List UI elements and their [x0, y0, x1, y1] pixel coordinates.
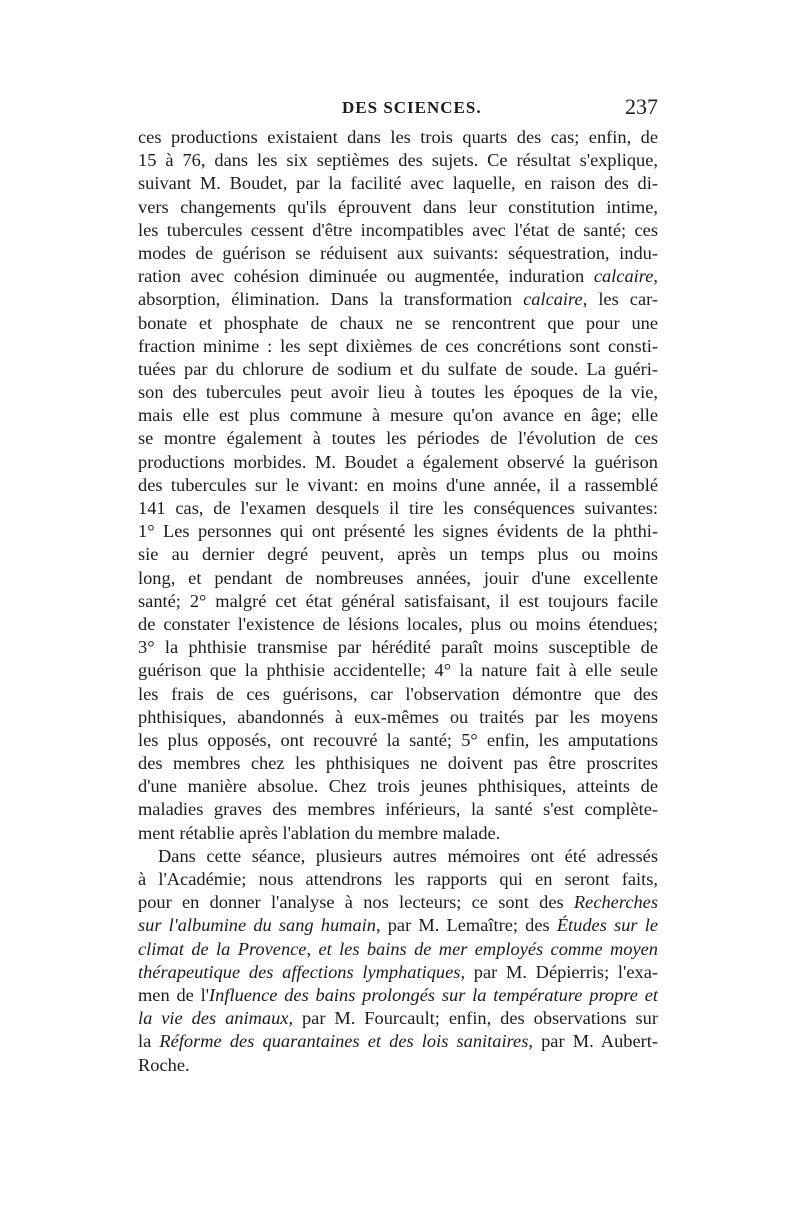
running-title: DES SCIENCES. — [342, 98, 482, 117]
text-line — [138, 706, 658, 729]
text-segment: , par M. Fourcault; enfin, des observations sur — [288, 1008, 659, 1029]
text-line — [138, 219, 658, 242]
text-segment: des tubercules sur le vivant: en moins d'une année, il a rassemblé — [138, 474, 658, 495]
text-segment: phthisiques, abandonnés à eux-mêmes ou traités par les moyens — [138, 706, 658, 727]
text-line — [138, 543, 658, 566]
text-line — [138, 381, 658, 404]
text-line — [138, 636, 658, 659]
text-segment: son des tubercules peut avoir lieu à toutes les époques de la vie, — [138, 382, 658, 403]
text-segment: ces productions existaient dans les trois quarts des cas; enfin, de — [138, 127, 658, 147]
text-line — [138, 404, 658, 427]
text-segment: , par M. Dépierris; l'exa- — [460, 961, 658, 982]
text-line — [138, 567, 658, 590]
italic-text: Recherches — [573, 892, 658, 913]
text-line — [138, 497, 658, 520]
text-segment: 1° Les personnes qui ont présenté les signes évidents de la phthi- — [138, 521, 658, 542]
italic-text: Réforme des quarantaines et des lois sanitaires — [159, 1031, 529, 1052]
text-segment: tuées par du chlorure de sodium et du sulfate de soude. La guéri- — [138, 358, 658, 379]
text-segment: maladies graves des membres inférieurs, la santé s'est complète- — [138, 799, 658, 820]
text-line — [138, 938, 658, 961]
italic-text: climat de la Provence — [138, 938, 307, 959]
text-line — [138, 659, 658, 682]
text-segment: des membres chez les phthisiques ne doivent pas être proscrites — [138, 753, 658, 774]
text-segment: sie au dernier degré peuvent, après un temps plus ou moins — [138, 544, 658, 565]
text-line — [138, 868, 658, 891]
text-line — [138, 172, 658, 195]
text-segment: suivant M. Boudet, par la facilité avec laquelle, en raison des di- — [138, 173, 658, 194]
text-segment: 141 cas, de l'examen desquels il tire les conséquences suivantes: — [138, 498, 658, 518]
italic-text: et les bains de mer employés comme moyen — [318, 938, 658, 959]
text-segment: santé; 2° malgré cet état général satisfaisant, il est toujours facile — [138, 590, 658, 611]
text-line — [138, 451, 658, 474]
text-segment: , les car- — [582, 289, 658, 310]
text-line — [138, 288, 658, 311]
text-line — [138, 312, 658, 335]
text-line — [138, 126, 658, 149]
text-segment: fraction minime : les sept dixièmes de ces concrétions sont consti- — [138, 335, 658, 356]
text-segment: les plus opposés, ont recouvré la santé; 5° enfin, les amputations — [138, 729, 658, 750]
text-segment: , — [306, 938, 319, 959]
italic-text: Études sur le — [556, 915, 658, 936]
text-segment: long, et pendant de nombreuses années, jouir d'une excellente — [138, 567, 658, 588]
text-line — [138, 427, 658, 450]
text-segment: à l'Académie; nous attendrons les rapports qui en seront faits, — [138, 869, 658, 889]
text-segment: ration avec cohésion diminuée ou augmentée, induration — [138, 266, 594, 287]
text-line — [138, 474, 658, 497]
text-line — [138, 891, 658, 914]
running-head — [138, 94, 658, 124]
text-line — [138, 149, 658, 172]
text-line — [138, 196, 658, 219]
text-line — [138, 683, 658, 706]
text-segment: men de l' — [138, 984, 210, 1005]
text-line — [138, 1007, 658, 1030]
text-line — [138, 752, 658, 775]
text-segment: , — [653, 266, 658, 287]
text-line — [138, 358, 658, 381]
text-line — [138, 265, 658, 288]
text-line — [138, 520, 658, 543]
text-line — [138, 822, 658, 845]
text-segment: modes de guérison se réduisent aux suivants: séquestration, indu- — [138, 242, 658, 263]
text-segment: Roche. — [138, 1054, 190, 1075]
text-segment: se montre également à toutes les périodes de l'évolution de ces — [138, 428, 658, 449]
page-number: 237 — [625, 94, 658, 119]
italic-text: calcaire — [593, 266, 654, 287]
text-line — [138, 729, 658, 752]
text-segment: , par M. Lemaître; des — [375, 915, 557, 936]
text-segment: ment rétablie après l'ablation du membre malade. — [138, 822, 501, 843]
text-segment: les tubercules cessent d'être incompatibles avec l'état de santé; ces — [138, 219, 658, 240]
text-line — [138, 775, 658, 798]
body-text — [138, 126, 658, 1077]
text-line — [138, 914, 658, 937]
italic-text: Influence des bains prolongés sur la température propre et — [209, 984, 659, 1005]
text-segment: d'une manière absolue. Chez trois jeunes phthisiques, atteints de — [138, 776, 658, 797]
text-line — [138, 845, 658, 868]
italic-text: calcaire — [523, 289, 583, 310]
text-segment: productions morbides. M. Boudet a également observé la guérison — [138, 451, 658, 472]
text-line — [138, 613, 658, 636]
text-line — [138, 242, 658, 265]
text-segment: pour en donner l'analyse à nos lecteurs; ce sont des — [138, 892, 574, 913]
text-line — [138, 590, 658, 613]
text-segment: absorption, élimination. Dans la transformation — [138, 289, 524, 310]
text-line — [138, 798, 658, 821]
text-line — [138, 1030, 658, 1053]
italic-text: la vie des animaux — [138, 1008, 289, 1029]
text-line — [138, 1054, 658, 1077]
text-line — [138, 961, 658, 984]
text-segment: la — [138, 1031, 160, 1052]
text-segment: Dans cette séance, plusieurs autres mémoires ont été adressés — [158, 845, 658, 866]
text-segment: mais elle est plus commune à mesure qu'on avance en âge; elle — [138, 405, 658, 426]
text-segment: de constater l'existence de lésions locales, plus ou moins étendues; — [138, 613, 658, 634]
text-segment: , par M. Aubert- — [528, 1031, 659, 1052]
text-line — [138, 984, 658, 1007]
text-segment: les frais de ces guérisons, car l'observation démontre que des — [138, 683, 658, 704]
italic-text: sur l'albumine du sang humain — [138, 915, 376, 936]
text-segment: guérison que la phthisie accidentelle; 4° la nature fait à elle seule — [138, 660, 658, 681]
text-segment: bonate et phosphate de chaux ne se rencontrent que pour une — [138, 312, 658, 333]
text-segment: 3° la phthisie transmise par hérédité paraît moins susceptible de — [138, 637, 658, 658]
italic-text: thérapeutique des affections lymphatiques — [138, 961, 461, 982]
text-line — [138, 335, 658, 358]
text-segment: vers changements qu'ils éprouvent dans leur constitution intime, — [138, 196, 658, 217]
text-segment: 15 à 76, dans les six septièmes des sujets. Ce résultat s'explique, — [138, 150, 658, 171]
